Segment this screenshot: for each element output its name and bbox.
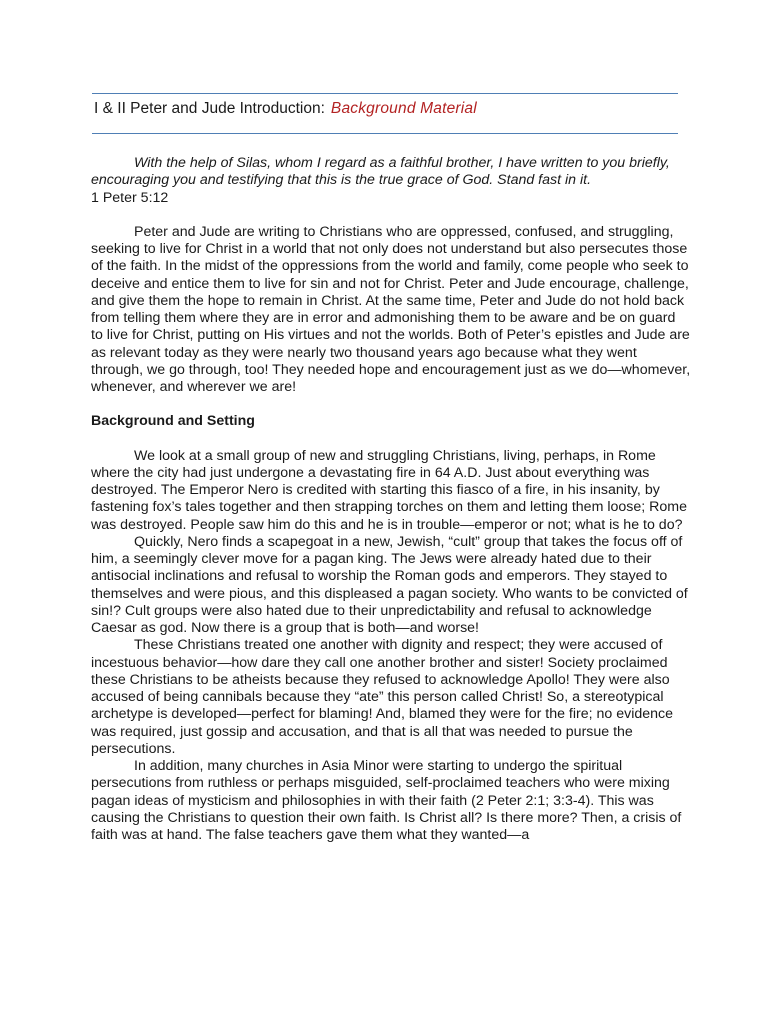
title-text: I & II Peter and Jude Introduction:: [94, 100, 325, 117]
section-paragraph: These Christians treated one another with dignity and respect; they were accused of incestuous behavior—how dare they call one another brother and sister! Society proclaimed these Christians to be atheists because they refused to acknowledge Apollo! They were also accused of being cannibals because they “ate” this person called Christ! So, a stereotypical archetype is developed—perfect for blaming! And, blamed they were for the fire; no evidence was required, just gossip and accusation, and that is all that was needed to pursue the persecutions.: [91, 637, 674, 757]
header-top-rule: [92, 93, 678, 94]
section-paragraph: In addition, many churches in Asia Minor were starting to undergo the spiritual persecutions from ruthless or perhaps misguided, self-proclaimed teachers who were mixing pagan ideas of mysticism and philosophies in with their faith (2 Peter 2:1; 3:3-4). This was causing the Christians to question their own faith. Is Christ all? Is there more? Then, a crisis of faith was at hand. The false teachers gave them what they wanted—a: [91, 758, 682, 843]
intro-paragraph: Peter and Jude are writing to Christians who are oppressed, confused, and struggling, seeking to live for Christ in a world that not only does not understand but also persecutes those of the faith. In the midst of the oppressions from the world and family, come people who seek to deceive and entice them to live for sin and not for Christ. Peter and Jude encourage, challenge, and give them the hope to remain in Christ. At the same time, Peter and Jude do not hold back from telling them where they are in error and admonishing them to be aware and be on guard to live for Christ, putting on His virtues and not the worlds. Both of Peter’s epistles and Jude are as relevant today as they were nearly two thousand years ago because what they went through, we go through, too! They needed hope and encouragement just as we do—whomever, whenever, and wherever we are!: [91, 223, 691, 395]
page-title: [94, 98, 477, 120]
document-body: [91, 155, 691, 844]
epigraph-quote: With the help of Silas, whom I regard as a faithful brother, I have written to you briefly, encouraging you and testifying that this is the true grace of God. Stand fast in it.: [91, 155, 670, 189]
section-heading: Background and Setting: [91, 413, 255, 430]
title-subtitle: Background Material: [330, 100, 477, 117]
header-bottom-rule: [92, 133, 678, 134]
epigraph-reference: 1 Peter 5:12: [91, 189, 169, 206]
section-paragraph: Quickly, Nero finds a scapegoat in a new, Jewish, “cult” group that takes the focus off of him, a seemingly clever move for a pagan king. The Jews were already hated due to their antisocial inclinations and refusal to worship the Roman gods and emperors. They stayed to themselves and were pious, and this displeased a pagan society. Who wants to be convicted of sin!? Cult groups were also hated due to their unpredictability and refusal to acknowledge Caesar as god. Now there is a group that is both—and worse!: [91, 533, 688, 636]
section-paragraph: We look at a small group of new and struggling Christians, living, perhaps, in Rome where the city had just undergone a devastating fire in 64 A.D. Just about everything was destroyed. The Emperor Nero is credited with starting this fiasco of a fire, in his insanity, by fastening fox’s tales together and then strapping torches on them and letting them loose; Rome was destroyed. People saw him do this and he is in trouble—emperor or not; what is he to do?: [91, 447, 687, 533]
